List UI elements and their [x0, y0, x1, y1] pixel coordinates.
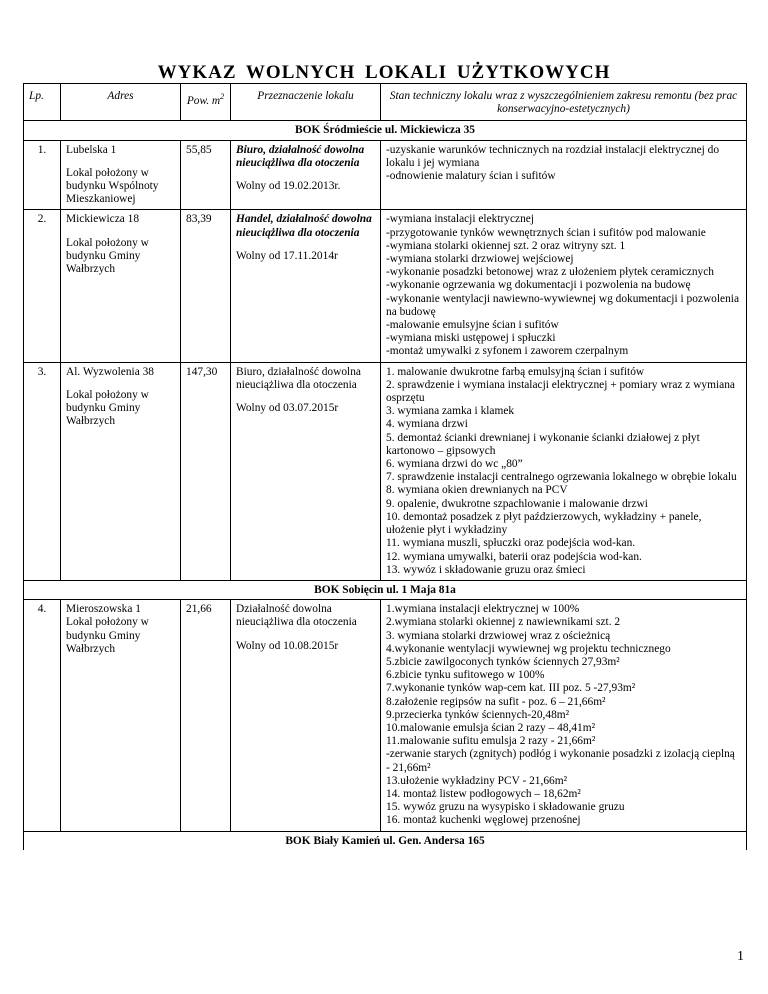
row-free-from: Wolny od 03.07.2015r — [236, 402, 339, 415]
row-address-note: Lokal położony w budynku Gminy Wałbrzych — [66, 388, 149, 428]
row-works: 1. malowanie dwukrotne farbą emulsyjną ścian i sufitów 2. sprawdzenie i wymiana instalacji elektrycznej + pomiary wraz z wymiana osprzętu 3. wymiana zamka i klamek 4. wymiana drzwi 5. demontaż ścianki drewnianej i wykonanie ścianki działowej z płyt kartonowo – gipsowych 6. wymiana drzwi do wc „80” 7. sprawdzenie instalacji centralnego ogrzewania lokalnego w obrębie lokalu 8. wymiana okien drewnianych na PCV 9. opalenie, dwukrotne szpachlowanie i malowanie drzwi 10. demontaż posadzek z płyt paździerzowych, wykładziny + panele, ułożenie płyt i wykładziny 11. wymiana muszli, spłuczki oraz podejścia wod-kan. 12. wymiana umywalki, baterii oraz podejścia wod-kan. 13. wywóz i składowanie gruzu oraz śmieci — [381, 362, 747, 580]
row-address-note: Lokal położony w budynku Gminy Wałbrzych — [66, 616, 149, 655]
row-purpose: Biuro, działalność dowolna nieuciążliwa dla otoczenia Wolny od 19.02.2013r. — [231, 140, 381, 210]
row-lp: 2. — [24, 210, 61, 362]
row-area: 55,85 — [181, 140, 231, 210]
row-area: 21,66 — [181, 600, 231, 831]
section-header: BOK Sobięcin ul. 1 Maja 81a — [24, 580, 747, 599]
row-address: Mieroszowska 1 Lokal położony w budynku Gminy Wałbrzych — [61, 600, 181, 831]
table-row — [24, 210, 747, 362]
header-row — [24, 84, 747, 121]
row-lp: 4. — [24, 600, 61, 831]
row-free-from: Wolny od 17.11.2014r — [236, 249, 338, 262]
page-number: 1 — [737, 949, 744, 964]
row-area: 83,39 — [181, 210, 231, 362]
row-address-note: Lokal położony w budynku Gminy Wałbrzych — [66, 236, 149, 276]
header-lp: Lp. — [24, 84, 61, 121]
header-area: Pow. $m^2$ — [181, 84, 231, 121]
row-area: 147,30 — [181, 362, 231, 580]
table-row — [24, 362, 747, 580]
row-lp: 1. — [24, 140, 61, 210]
row-lp: 3. — [24, 362, 61, 580]
row-purpose: Biuro, działalność dowolna nieuciążliwa dla otoczenia Wolny od 03.07.2015r — [231, 362, 381, 580]
row-works: 1.wymiana instalacji elektrycznej w 100% 2.wymiana stolarki okiennej z nawiewnikami szt. 2 3. wymiana stolarki drzwiowej wraz z ościeżnicą 4.wykonanie wentylacji wywiewnej wg projektu technicznego 5.zbicie zawilgoconych tynków ściennych 27,93m² 6.zbicie tynku sufitowego w 100% 7.wykonanie tynków wap-cem kat. III poz. 5 -27,93m² 8.założenie regipsów na sufit - poz. 6 – 21,66m² 9.przecierka tynków ściennych-20,48m² 10.malowanie emulsja ścian 2 razy – 48,41m² 11.malowanie sufitu emulsja 2 razy - 21,66m² -zerwanie starych (zgnitych) podłóg i wykonanie posadzki z izolacją cieplną - 21,66m² 13.ułożenie wykładziny PCV - 21,66m² 14. montaż listew podłogowych – 18,62m² 15. wywóz gruzu na wysypisko i składowanie gruzu 16. montaż kuchenki węglowej przenośnej — [381, 600, 747, 831]
header-purpose: Przeznaczenie lokalu — [231, 84, 381, 121]
premises-table — [23, 83, 747, 850]
row-works: -wymiana instalacji elektrycznej -przygotowanie tynków wewnętrznych ścian i sufitów pod malowanie -wymiana stolarki okiennej szt. 2 oraz witryny szt. 1 -wymiana stolarki drzwiowej wejściowej -wykonanie posadzki betonowej wraz z ułożeniem płytek ceramicznych -wykonanie ogrzewania wg dokumentacji i pozwolenia na budowę -wykonanie wentylacji nawiewno-wywiewnej wg dokumentacji i pozwolenia na budowę -malowanie emulsyjne ścian i sufitów -wymiana miski ustępowej i spłuczki -montaż umywalki z syfonem i zaworem czerpalnym — [381, 210, 747, 362]
row-free-from: Wolny od 19.02.2013r. — [236, 180, 341, 193]
row-address: Al. Wyzwolenia 38 Lokal położony w budynku Gminy Wałbrzych — [61, 362, 181, 580]
row-free-from: Wolny od 10.08.2015r — [236, 639, 339, 652]
section-header: BOK Śródmieście ul. Mickiewicza 35 — [24, 121, 747, 140]
row-purpose: Handel, działalność dowolna nieuciążliwa dla otoczenia Wolny od 17.11.2014r — [231, 210, 381, 362]
document-title: WYKAZ WOLNYCH LOKALI UŻYTKOWYCH — [157, 62, 611, 83]
table-row — [24, 140, 747, 210]
row-purpose: Działalność dowolna nieuciążliwa dla otoczenia Wolny od 10.08.2015r — [231, 600, 381, 831]
row-address: Mickiewicza 18 Lokal położony w budynku Gminy Wałbrzych — [61, 210, 181, 362]
row-works: -uzyskanie warunków technicznych na rozdział instalacji elektrycznej do lokalu i jej wymiana -odnowienie malatury ścian i sufitów — [381, 140, 747, 210]
row-address-note: Lokal położony w budynku Wspólnoty Mieszkaniowej — [66, 166, 159, 206]
table-row — [24, 600, 747, 831]
header-address: Adres — [61, 84, 181, 121]
section-header: BOK Biały Kamień ul. Gen. Andersa 165 — [24, 831, 747, 850]
header-condition: Stan techniczny lokalu wraz z wyszczególnieniem zakresu remontu (bez prac konserwacyjno-estetycznych) — [381, 84, 747, 121]
row-address: Lubelska 1 Lokal położony w budynku Wspólnoty Mieszkaniowej — [61, 140, 181, 210]
